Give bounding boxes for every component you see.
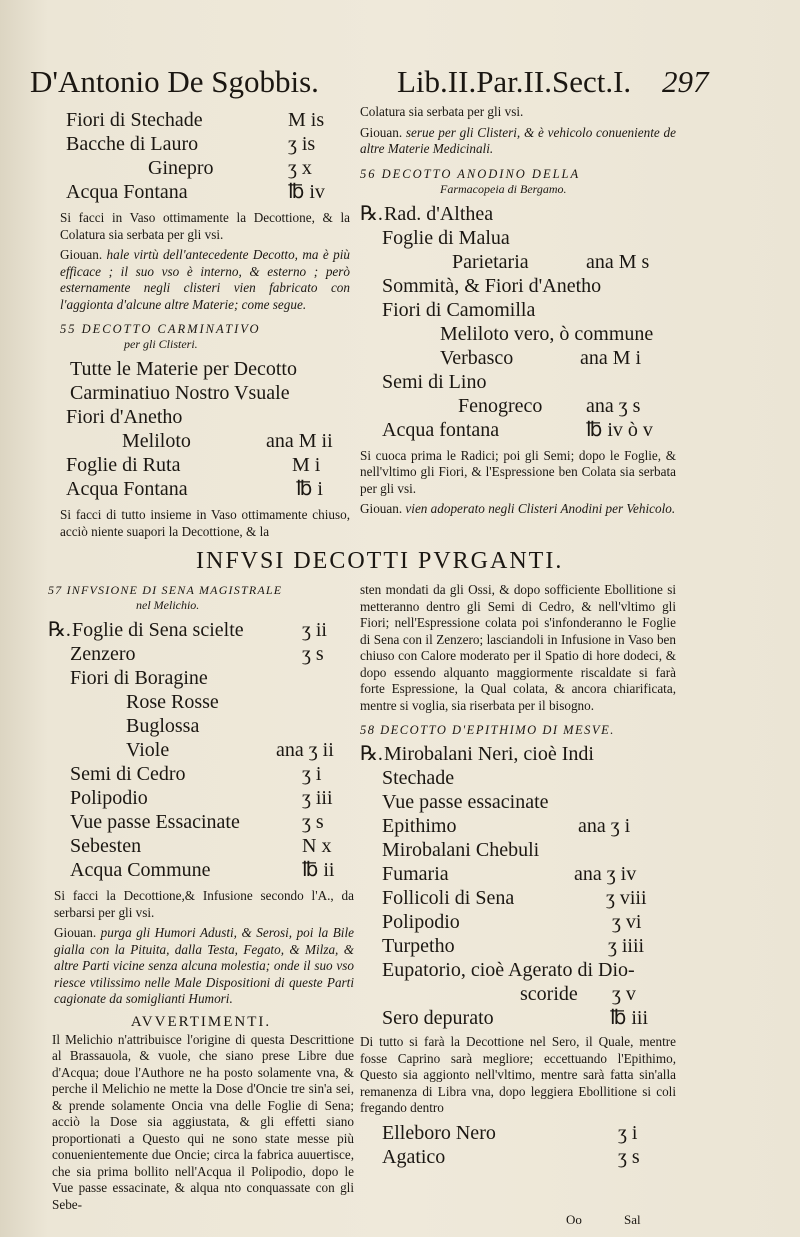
ingredient-name: Buglossa [126,715,200,737]
recipe-row [360,322,676,346]
ingredient-qty: ʒ is [288,133,316,155]
ingredient-name: Follicoli di Sena [382,887,515,909]
recipe-row [48,762,354,786]
recipe-row [48,738,354,762]
recipe-symbol: ℞. [360,743,383,765]
recipe-row [60,156,350,180]
recipe-heading: 57 INFVSIONE DI SENA MAGISTRALE [48,583,283,597]
recipe-heading: 56 DECOTTO ANODINO DELLA [360,166,581,181]
ingredient-name: Fenogreco [458,394,543,417]
recipe-row [48,618,354,642]
commentary-paragraph [360,501,676,518]
recipe-row [360,1121,676,1145]
commentary-lead: Giouan. [360,124,403,140]
recipe-row [360,370,676,394]
notes-heading: AVVERTIMENTI. [130,1013,272,1030]
ingredient-name: Acqua Fontana [66,181,188,203]
recipe-row [48,642,354,666]
ingredient-qty: N x [302,835,332,857]
recipe-row [360,742,676,766]
recipe-row [360,790,676,814]
instruction-paragraph: Di tutto si farà la Decottione nel Sero, il Quale, mentre fosse Caprino sarà megliore; eccettuando l'Epithimo, Questo sia aggionto nell'vltimo, mentre sarà fatta sin'alla remanenza di Libra vna, dopo leggiera Ebollitione si coli fregando dentro [360,1034,676,1115]
recipe-row [360,226,676,250]
recipe-row [60,132,350,156]
ingredient-name: Meliloto vero, ò commune [440,322,654,345]
ingredient-name: Acqua Commune [70,859,211,881]
recipe-row [360,346,676,370]
ingredient-qty: ana ʒ i [578,815,631,837]
recipe-row [48,858,354,882]
ingredient-qty: ℔ ii [302,859,335,881]
ingredient-qty: ʒ iiii [608,935,645,957]
recipe-row [60,108,350,132]
recipe-row [360,766,676,790]
recipe-row [48,714,354,738]
recipe-row [60,477,350,501]
recipe-row [360,814,676,838]
ingredient-name: Sebesten [70,835,142,857]
ingredient-name: scoride [520,983,578,1005]
ingredient-qty: ʒ x [288,157,312,179]
ingredient-name: Parietaria [452,250,529,273]
recipe-heading: 55 DECOTTO CARMINATIVO [60,322,261,336]
ingredient-name: Rad. d'Althea [384,202,494,225]
commentary-lead: Giouan. [54,925,97,940]
recipe-row [48,666,354,690]
ingredient-name: Bacche di Lauro [66,133,199,155]
recipe-row [360,982,676,1006]
ingredient-qty: ʒ s [302,811,324,833]
ingredient-name: Semi di Cedro [70,763,186,785]
ingredient-qty: ana ʒ ii [276,739,334,761]
ingredient-name: Foglie di Sena scielte [72,619,244,641]
column-top-right [360,104,676,518]
recipe-heading: 58 DECOTTO D'EPITHIMO DI MESVE. [360,723,615,737]
ingredient-qty: ʒ v [612,983,636,1005]
ingredient-qty: ʒ vi [612,911,642,933]
running-header [30,62,770,102]
column-top-left [60,108,350,540]
ingredient-name: Fumaria [382,863,449,885]
commentary-lead: Giouan. [360,501,403,516]
ingredient-name: Epithimo [382,815,457,837]
recipe-row [360,934,676,958]
ingredient-qty: ℔ i [296,478,323,500]
commentary-paragraph [48,925,354,1008]
recipe-subheading: per gli Clisteri. [124,337,198,351]
commentary-paragraph [360,125,676,158]
instruction-paragraph: Si facci la Decottione,& Infusione secondo l'A., da serbarsi per gli vsi. [54,888,354,920]
ingredient-name: Fiori d'Anetho [66,406,183,428]
ingredient-name: Eupatorio, cioè Agerato di Dio- [382,959,635,981]
ingredient-qty: M is [288,109,325,131]
recipe-row [360,274,676,298]
recipe-row [60,453,350,477]
ingredient-qty: ℔ iii [610,1007,649,1029]
recipe-symbol: ℞. [360,202,383,225]
ingredient-name: Sommità, & Fiori d'Anetho [382,274,602,297]
ingredient-name: Stechade [382,767,455,789]
signature-mark: Oo [566,1212,582,1227]
catchword: Sal [624,1212,641,1227]
instruction-paragraph: Si facci di tutto insieme in Vaso ottimamente chiuso, acciò niente suapori la Decottione, & la [60,507,350,539]
page-number: 297 [662,64,709,99]
column-bottom-left [48,582,354,1213]
section-title: INFVSI DECOTTI PVRGANTI. [196,548,564,574]
commentary-lead: Giouan. [60,247,103,262]
ingredient-qty: ana ʒ s [586,394,641,417]
ingredient-qty: ℔ iv [288,181,325,203]
commentary-text: hale virtù dell'antecedente Decotto, ma è più efficace ; il suo vso è interno, & esterno ; però esternamente negli clisteri vien fabricato con l'aggionta d'alcune altre Materie; come segue. [60,247,350,312]
ingredient-name: Sero depurato [382,1007,494,1029]
ingredient-name: Zenzero [70,643,136,665]
ingredient-name: Fiori di Stechade [66,109,203,131]
commentary-text: purga gli Humori Adusti, & Serosi, poi la Bile gialla con la Pituita, dalla Testa, Fegato, & Milza, & altre Parti vicine senza alcuna molestia; onde il suo vso riesce vtilissimo nelle Male Dispositioni di queste Parti cagionate da somiglianti Humori. [54,925,354,1006]
column-bottom-right [360,582,676,1169]
ingredient-name: Mirobalani Neri, cioè Indi [384,743,594,765]
ingredient-name: Polipodio [382,911,460,933]
instruction-paragraph: Colatura sia serbata per gli vsi. [360,104,524,119]
ingredient-name: Foglie di Ruta [66,454,181,476]
commentary-text: serue per gli Clisteri, & è vehicolo conueniente de altre Materie Medicinali. [360,124,676,156]
ingredient-qty: ana M ii [266,430,333,452]
notes-continuation: sten mondati da gli Ossi, & dopo sofficiente Ebollitione si metteranno dentro gli Semi di Cedro, & nell'vltimo gli Fiori; nell'Espressione colata poi s'infonderanno le Foglie di Sena con il Zenzero; lasciandoli in Infusione in Vaso ben chiuso con Calore moderato per il Spatio di hore dodeci, & dopo essendo alquanto maggiormente riscaldate si farà forte Espressione, la Qual colata, & ancora chiarificata, mentre si voglia, sia riserbata per il bisogno. [360,582,676,713]
recipe-subheading: nel Melichio. [136,598,200,612]
recipe-row [360,298,676,322]
ingredient-name: Agatico [382,1145,446,1168]
ingredient-qty: ana M i [580,346,642,369]
recipe-row [48,834,354,858]
ingredient-name: Viole [126,739,170,761]
ingredient-qty: ℔ iv ò v [586,418,653,441]
ingredient-qty: ʒ i [618,1121,638,1144]
recipe-row [360,202,676,226]
ingredient-name: Foglie di Malua [382,226,510,249]
recipe-row [360,394,676,418]
ingredient-name: Polipodio [70,787,148,809]
recipe-intro: Tutte le Materie per Decotto Carminatiuo Nostro Vsuale [70,358,297,404]
commentary-text: vien adoperato negli Clisteri Anodini per Vehicolo. [405,501,676,516]
ingredient-name: Fiori di Camomilla [382,298,536,321]
ingredient-name: Acqua fontana [382,418,500,441]
header-author: D'Antonio De Sgobbis. [30,64,319,99]
ingredient-name: Acqua Fontana [66,478,188,500]
ingredient-qty: ʒ s [618,1145,640,1168]
recipe-row [48,786,354,810]
recipe-row [60,429,350,453]
recipe-row [360,910,676,934]
instruction-paragraph: Si facci in Vaso ottimamente la Decottione, & la Colatura sia serbata per gli vsi. [60,210,350,242]
ingredient-name: Vue passe essacinate [382,791,549,813]
notes-paragraph: Il Melichio n'attribuisce l'origine di questa Descrittione al Brassauola, & vuole, che siano prese Libre due d'Acqua; doue l'Authore ne ha posto solamente vna, & perche il Melichio ne mette la Dose d'Oncie tre sin'a sei, & prende solamente Oncia vna delle Foglie di Sena; acciò la Dose sia aggiustata, & gli effetti siano proportionati a Questo qui ne sono state messe più conuenientemente due Oncie; circa la fabrica auuertisce, che sia prima bollito nell'Acqua il Polipodio, dopo le Vue passe essacinate, & alqua nto conquassate con gli Sebe- [52,1031,354,1212]
ingredient-qty: ana ʒ iv [574,863,637,885]
recipe-row [360,1006,676,1030]
recipe-row [48,810,354,834]
ingredient-name: Rose Rosse [126,691,219,713]
ingredient-name: Turpetho [382,935,455,957]
ingredient-qty: M i [292,454,321,476]
recipe-row [360,250,676,274]
ingredient-name: Mirobalani Chebuli [382,839,540,861]
recipe-subheading: Farmacopeia di Bergamo. [440,181,567,196]
header-section: Lib.II.Par.II.Sect.I. [397,64,632,99]
ingredient-name: Verbasco [440,346,514,369]
ingredient-name: Semi di Lino [382,370,487,393]
recipe-row [360,838,676,862]
recipe-symbol: ℞. [48,619,71,641]
recipe-row [360,886,676,910]
ingredient-qty: ʒ ii [302,619,327,641]
recipe-row [60,180,350,204]
ingredient-qty: ʒ i [302,763,322,785]
instruction-paragraph: Si cuoca prima le Radici; poi gli Semi; dopo le Foglie, & nell'vltimo gli Fiori, & l'Espressione ben Colata sia serbata per gli vsi. [360,447,676,496]
ingredient-name: Vue passe Essacinate [70,811,240,833]
ingredient-qty: ʒ viii [606,887,647,909]
recipe-row [60,405,350,429]
ingredient-name: Meliloto [122,430,191,452]
ingredient-name: Fiori di Boragine [70,667,208,689]
ingredient-qty: ʒ iii [302,787,333,809]
commentary-paragraph [60,247,350,313]
recipe-row [360,862,676,886]
recipe-row [360,958,676,982]
recipe-row [360,418,676,442]
recipe-row [360,1145,676,1169]
ingredient-name: Elleboro Nero [382,1121,496,1144]
ingredient-qty: ʒ s [302,643,324,665]
ingredient-name: Ginepro [148,157,214,179]
recipe-row [48,690,354,714]
ingredient-qty: ana M s [586,250,650,273]
